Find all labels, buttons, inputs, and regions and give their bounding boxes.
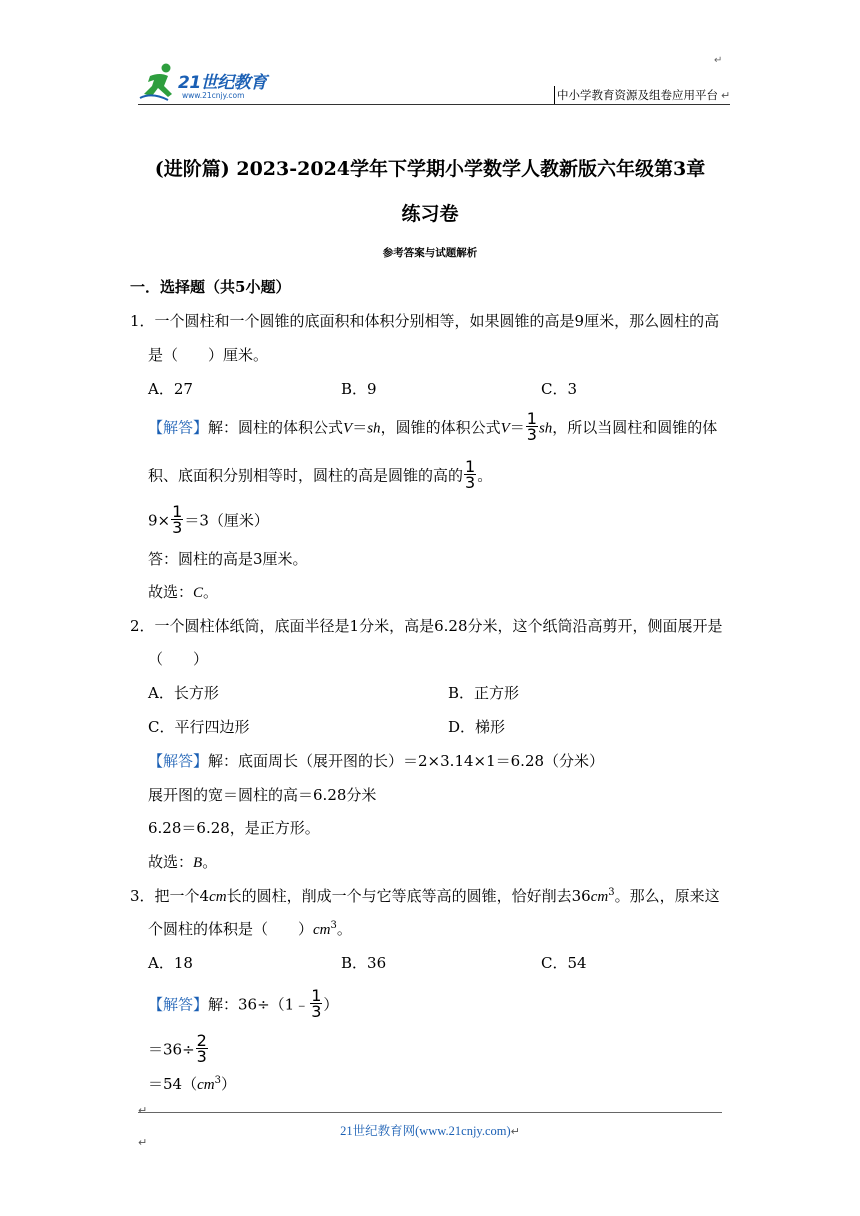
unit-cm: cm (590, 889, 609, 905)
q1-calculation (148, 502, 269, 537)
q3-stem-text: 把一个4 (154, 887, 210, 905)
choice-letter: C (193, 585, 204, 601)
choice-letter: B (193, 855, 203, 871)
q2-solution-line1 (148, 751, 604, 771)
fraction-one-third (526, 411, 538, 442)
period: 。 (477, 466, 493, 485)
header-platform-label (554, 86, 730, 104)
denominator: 3 (526, 425, 537, 444)
q2-stem1: 一个圆柱体纸筒，底面半径是1分米，高是6.28分米，这个纸筒沿高剪开，侧面展开是 (154, 617, 723, 635)
page-title-line1: (进阶篇) 2023-2024学年下学期小学数学人教新版六年级第3章 (154, 158, 706, 180)
footer-text (0, 1121, 860, 1139)
q1-solution-line2 (148, 457, 493, 492)
q1-solution-text: 解：圆柱的体积公式 (208, 418, 344, 437)
var-sh: sh (538, 420, 553, 437)
q3-solution-text: ＝36÷ (148, 1040, 195, 1059)
period: 。 (336, 920, 352, 938)
equals: ＝ (509, 418, 525, 437)
subtitle: 参考答案与试题解析 (382, 247, 478, 259)
q1-solution-text: ，圆锥的体积公式 (380, 418, 501, 437)
logo (138, 62, 288, 104)
q3-option-a[interactable]: A．18 (148, 954, 193, 972)
q3-option-c[interactable]: C．54 (541, 954, 587, 972)
superscript-3: 3 (608, 887, 615, 898)
q1-option-c[interactable]: C．3 (541, 380, 578, 398)
unit-cm: cm (313, 922, 331, 938)
return-mark: ↵ (510, 1125, 520, 1138)
period: 。 (202, 853, 218, 871)
fraction-two-thirds (196, 1033, 208, 1064)
q2-stem2: （ ） (148, 650, 209, 668)
footer-link[interactable]: 21世纪教育网(www.21cnjy.com) (340, 1124, 511, 1138)
var-sh: sh (367, 420, 381, 437)
q3-number: 3． (130, 887, 155, 905)
header-return-mark: ↵ (714, 55, 723, 66)
q2-option-c[interactable]: C．平行四边形 (148, 718, 250, 736)
q1-choice (148, 582, 218, 603)
unit-cm: cm (209, 889, 227, 905)
choice-label: 故选： (148, 583, 194, 601)
q2-solution-text: 解：底面周长（展开图的长）＝2×3.14×1＝6.28（分米） (208, 752, 605, 770)
var-v: V (500, 420, 510, 437)
logo-text: 21世纪教育 (178, 73, 267, 93)
logo-url: www.21cnjy.com (182, 91, 245, 100)
calc-text: 9× (148, 511, 171, 530)
fraction-one-third (310, 988, 322, 1019)
choice-label: 故选： (148, 853, 194, 871)
q3-solution-text: 解：36÷（1﹣ (208, 995, 310, 1014)
page-title-line2: 练习卷 (401, 203, 459, 225)
q2-stem-line1 (130, 616, 723, 636)
q3-option-b[interactable]: B．36 (341, 954, 387, 972)
header-rule (138, 104, 730, 105)
platform-text: 中小学教育资源及组卷应用平台 (557, 88, 718, 102)
numerator: 1 (465, 457, 476, 476)
q3-solution-text: ＝54（ (148, 1075, 198, 1093)
fraction-one-third (171, 504, 183, 535)
numerator: 2 (196, 1031, 207, 1050)
page-end-return-mark: ↵ (138, 1136, 148, 1149)
q1-solution-line1 (148, 409, 718, 444)
numerator: 1 (526, 409, 537, 428)
equals: ＝ (352, 418, 368, 437)
fraction-one-third (464, 459, 476, 490)
q3-stem-line2 (148, 919, 352, 940)
denominator: 3 (196, 1047, 207, 1066)
q3-solution-line1 (148, 986, 339, 1021)
numerator: 1 (172, 502, 183, 521)
q1-solution-text: ，所以当圆柱和圆锥的体 (552, 418, 718, 437)
q2-number: 2． (130, 617, 155, 635)
q2-solution-line3: 6.28＝6.28，是正方形。 (148, 819, 320, 837)
footer-rule (138, 1112, 722, 1113)
answer-tag: 【解答】 (148, 995, 209, 1014)
calc-text: ＝3（厘米） (184, 511, 269, 530)
denominator: 3 (172, 518, 183, 537)
q3-stem-text: 。那么，原来这 (614, 887, 720, 905)
q2-solution-line2: 展开图的宽＝圆柱的高＝6.28分米 (148, 786, 377, 804)
answer-tag: 【解答】 (148, 418, 209, 437)
var-v: V (343, 420, 353, 437)
q1-option-b[interactable]: B．9 (341, 380, 377, 398)
numerator: 1 (311, 986, 322, 1005)
runner-logo-icon (138, 62, 180, 102)
q3-solution-text: ） (323, 995, 339, 1014)
denominator: 3 (465, 473, 476, 492)
unit-cm: cm (197, 1077, 215, 1093)
answer-tag: 【解答】 (148, 752, 209, 770)
q1-solution-text: 积、底面积分别相等时，圆柱的高是圆锥的高的 (148, 466, 464, 485)
q1-stem-line1 (130, 311, 719, 331)
q2-choice (148, 852, 217, 873)
q3-solution-text: ） (220, 1075, 236, 1093)
q3-stem-text: 长的圆柱，削成一个与它等底等高的圆锥，恰好削去36 (226, 887, 591, 905)
q3-stem-text: 个圆柱的体积是（ ） (148, 920, 314, 938)
superscript-3: 3 (330, 920, 337, 931)
q3-solution-line3 (148, 1074, 236, 1095)
q1-number: 1． (130, 312, 155, 330)
denominator: 3 (311, 1002, 322, 1021)
period: 。 (203, 583, 219, 601)
return-mark: ↵ (721, 89, 731, 102)
footer-return-mark: ↵ (138, 1104, 148, 1117)
q2-option-b[interactable]: B．正方形 (448, 684, 520, 702)
q2-option-d[interactable]: D．梯形 (448, 718, 506, 736)
q3-solution-line2 (148, 1031, 209, 1066)
q2-option-a[interactable]: A．长方形 (148, 684, 219, 702)
q1-stem1: 一个圆柱和一个圆锥的底面积和体积分别相等，如果圆锥的高是9厘米，那么圆柱的高 (154, 312, 720, 330)
q1-option-a[interactable]: A．27 (148, 380, 193, 398)
superscript-3: 3 (214, 1075, 221, 1086)
q1-answer: 答：圆柱的高是3厘米。 (148, 550, 308, 568)
section-heading: 一．选择题（共5小题） (130, 278, 291, 296)
q3-stem-line1 (130, 886, 720, 907)
q1-stem2: 是（ ）厘米。 (148, 346, 269, 364)
